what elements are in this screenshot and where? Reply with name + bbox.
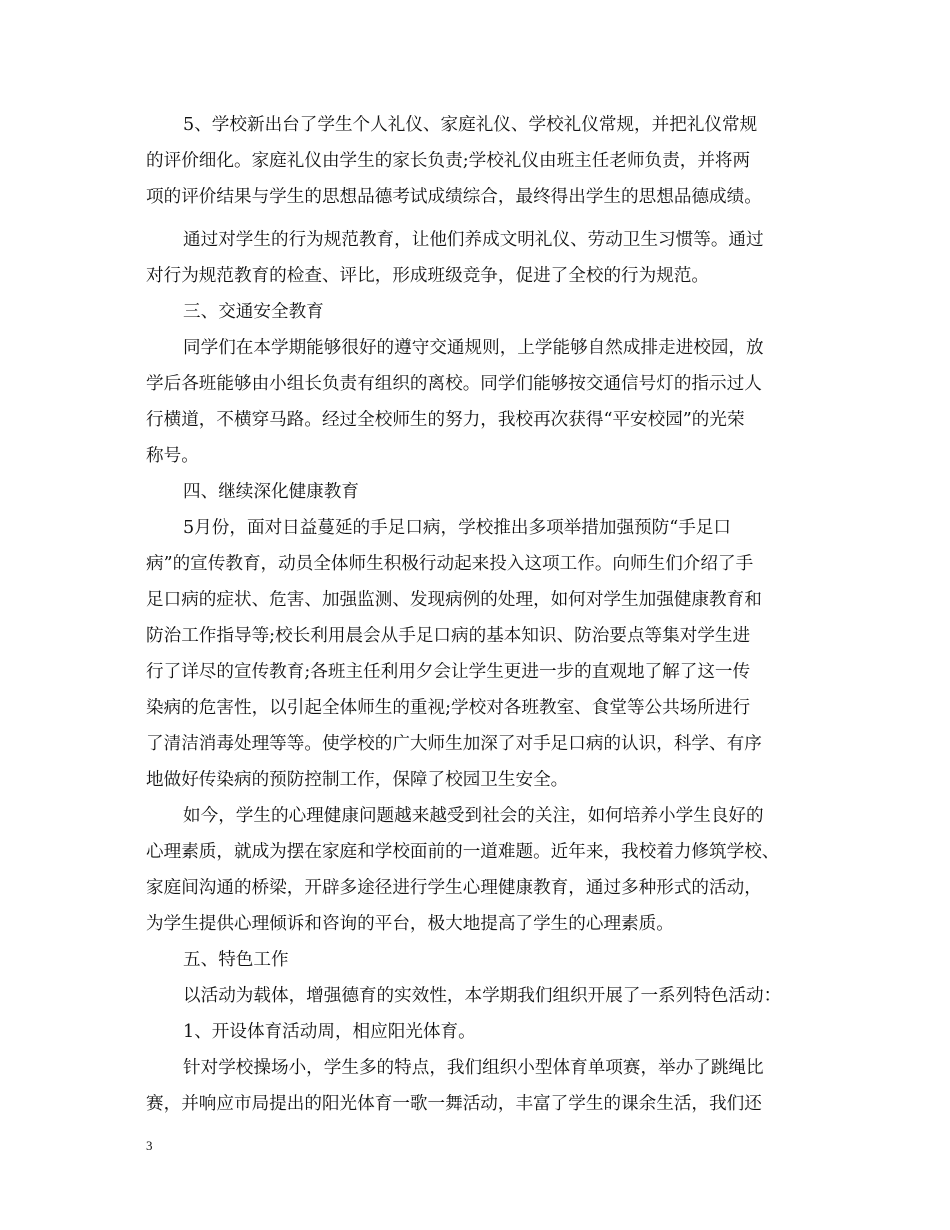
text-line: 同学们在本学期能够很好的遵守交通规则，上学能够自然成排走进校园，放 xyxy=(183,338,764,358)
text-line: 1、开设体育活动周，相应阳光体育。 xyxy=(183,1022,476,1042)
text-line: 为学生提供心理倾诉和咨询的平台，极大地提高了学生的心理素质。 xyxy=(146,914,674,934)
text-line: 通过对学生的行为规范教育，让他们养成文明礼仪、劳动卫生习惯等。通过 xyxy=(183,230,764,250)
text-line: 地做好传染病的预防控制工作，保障了校园卫生安全。 xyxy=(146,770,569,790)
text-line: 赛，并响应市局提出的阳光体育一歌一舞活动，丰富了学生的课余生活，我们还 xyxy=(146,1094,762,1114)
text-line: 如今，学生的心理健康问题越来越受到社会的关注，如何培养小学生良好的 xyxy=(183,806,764,826)
text-line: 对行为规范教育的检查、评比，形成班级竞争，促进了全校的行为规范。 xyxy=(146,266,710,286)
text-line: 项的评价结果与学生的思想品德考试成绩综合，最终得出学生的思想品德成绩。 xyxy=(146,187,762,207)
text-line: 的评价细化。家庭礼仪由学生的家长负责;学校礼仪由班主任老师负责，并将两 xyxy=(146,151,751,171)
text-line: 病”的宣传教育，动员全体师生积极行动起来投入这项工作。向师生们介绍了手 xyxy=(146,554,754,574)
text-line: 心理素质，就成为摆在家庭和学校面前的一道难题。近年来，我校着力修筑学校、 xyxy=(146,842,780,862)
text-line: 家庭间沟通的桥梁，开辟多途径进行学生心理健康教育，通过多种形式的活动， xyxy=(146,878,762,898)
page-number: 3 xyxy=(146,1138,153,1153)
text-line: 称号。 xyxy=(146,446,199,466)
text-line: 学后各班能够由小组长负责有组织的离校。同学们能够按交通信号灯的指示过人 xyxy=(146,374,762,394)
text-line: 5、学校新出台了学生个人礼仪、家庭礼仪、学校礼仪常规，并把礼仪常规 xyxy=(183,115,758,135)
text-line: 了清洁消毒处理等等。使学校的广大师生加深了对手足口病的认识，科学、有序 xyxy=(146,734,762,754)
section-heading: 五、特色工作 xyxy=(183,950,289,970)
text-line: 针对学校操场小，学生多的特点，我们组织小型体育单项赛，举办了跳绳比 xyxy=(183,1058,764,1078)
text-line: 足口病的症状、危害、加强监测、发现病例的处理，如何对学生加强健康教育和 xyxy=(146,590,762,610)
text-line: 行了详尽的宣传教育;各班主任利用夕会让学生更进一步的直观地了解了这一传 xyxy=(146,662,751,682)
section-heading: 四、继续深化健康教育 xyxy=(183,482,359,502)
text-line: 防治工作指导等;校长利用晨会从手足口病的基本知识、防治要点等集对学生进 xyxy=(146,626,751,646)
text-line: 5月份，面对日益蔓延的手足口病，学校推出多项举措加强预防“手足口 xyxy=(183,518,732,538)
text-line: 染病的危害性，以引起全体师生的重视;学校对各班教室、食堂等公共场所进行 xyxy=(146,698,751,718)
section-heading: 三、交通安全教育 xyxy=(183,302,324,322)
text-line: 行横道，不横穿马路。经过全校师生的努力，我校再次获得“平安校园”的光荣 xyxy=(146,410,745,430)
text-line: 以活动为载体，增强德育的实效性，本学期我们组织开展了一系列特色活动： xyxy=(183,986,782,1006)
